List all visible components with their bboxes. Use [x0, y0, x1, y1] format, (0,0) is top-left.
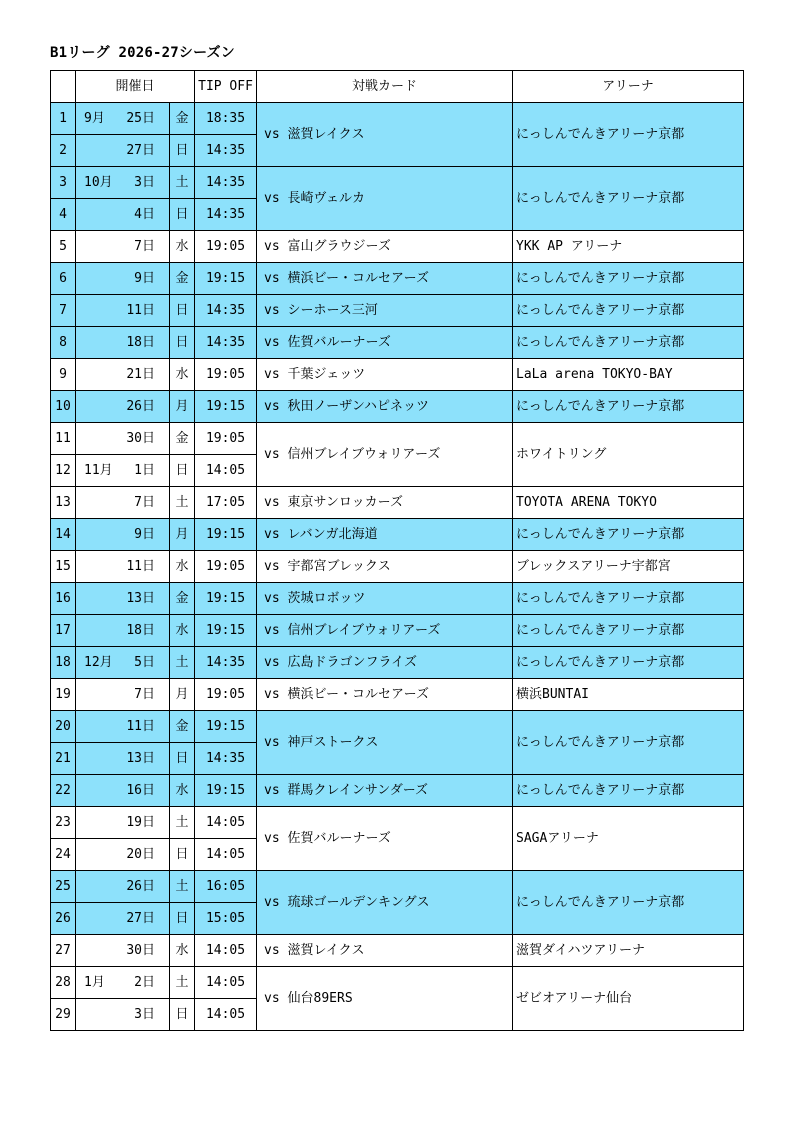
tipoff-time-cell: 19:15	[195, 519, 257, 551]
weekday-cell: 日	[170, 295, 195, 327]
day-cell: 7日	[116, 679, 170, 711]
game-number-cell: 4	[51, 199, 76, 231]
header-no	[51, 71, 76, 103]
tipoff-time-cell: 14:05	[195, 455, 257, 487]
weekday-cell: 日	[170, 903, 195, 935]
weekday-cell: 金	[170, 263, 195, 295]
table-row	[51, 423, 744, 455]
arena-cell: ブレックスアリーナ宇都宮	[513, 551, 744, 583]
day-cell: 3日	[116, 167, 170, 199]
month-cell	[76, 935, 116, 967]
opponent-cell: vs 富山グラウジーズ	[257, 231, 513, 263]
arena-cell: にっしんでんきアリーナ京都	[513, 167, 744, 231]
tipoff-time-cell: 19:15	[195, 775, 257, 807]
weekday-cell: 土	[170, 967, 195, 999]
day-cell: 2日	[116, 967, 170, 999]
game-number-cell: 15	[51, 551, 76, 583]
opponent-cell: vs シーホース三河	[257, 295, 513, 327]
weekday-cell: 日	[170, 455, 195, 487]
arena-cell: 横浜BUNTAI	[513, 679, 744, 711]
weekday-cell: 土	[170, 871, 195, 903]
game-number-cell: 24	[51, 839, 76, 871]
game-number-cell: 7	[51, 295, 76, 327]
weekday-cell: 水	[170, 615, 195, 647]
opponent-cell: vs 横浜ビー・コルセアーズ	[257, 263, 513, 295]
weekday-cell: 土	[170, 167, 195, 199]
game-number-cell: 29	[51, 999, 76, 1031]
table-row	[51, 519, 744, 551]
month-cell	[76, 263, 116, 295]
arena-cell: YKK AP アリーナ	[513, 231, 744, 263]
opponent-cell: vs 神戸ストークス	[257, 711, 513, 775]
day-cell: 30日	[116, 935, 170, 967]
tipoff-time-cell: 14:05	[195, 807, 257, 839]
arena-cell: にっしんでんきアリーナ京都	[513, 327, 744, 359]
day-cell: 20日	[116, 839, 170, 871]
weekday-cell: 水	[170, 231, 195, 263]
month-cell	[76, 199, 116, 231]
game-number-cell: 6	[51, 263, 76, 295]
opponent-cell: vs 群馬クレインサンダーズ	[257, 775, 513, 807]
day-cell: 27日	[116, 903, 170, 935]
month-cell	[76, 551, 116, 583]
weekday-cell: 金	[170, 583, 195, 615]
month-cell	[76, 615, 116, 647]
game-number-cell: 11	[51, 423, 76, 455]
month-cell	[76, 583, 116, 615]
table-row	[51, 679, 744, 711]
day-cell: 26日	[116, 391, 170, 423]
day-cell: 7日	[116, 231, 170, 263]
game-number-cell: 8	[51, 327, 76, 359]
header-date: 開催日	[76, 71, 195, 103]
day-cell: 13日	[116, 583, 170, 615]
weekday-cell: 月	[170, 679, 195, 711]
tipoff-time-cell: 19:15	[195, 391, 257, 423]
weekday-cell: 月	[170, 519, 195, 551]
game-number-cell: 26	[51, 903, 76, 935]
day-cell: 11日	[116, 551, 170, 583]
month-cell	[76, 487, 116, 519]
weekday-cell: 日	[170, 999, 195, 1031]
opponent-cell: vs 滋賀レイクス	[257, 935, 513, 967]
table-row	[51, 231, 744, 263]
month-cell	[76, 903, 116, 935]
month-cell	[76, 423, 116, 455]
month-cell	[76, 711, 116, 743]
tipoff-time-cell: 19:05	[195, 551, 257, 583]
day-cell: 13日	[116, 743, 170, 775]
day-cell: 7日	[116, 487, 170, 519]
arena-cell: にっしんでんきアリーナ京都	[513, 615, 744, 647]
weekday-cell: 水	[170, 551, 195, 583]
game-number-cell: 20	[51, 711, 76, 743]
opponent-cell: vs 佐賀バルーナーズ	[257, 327, 513, 359]
opponent-cell: vs 琉球ゴールデンキングス	[257, 871, 513, 935]
tipoff-time-cell: 18:35	[195, 103, 257, 135]
month-cell	[76, 743, 116, 775]
table-row	[51, 967, 744, 999]
arena-cell: にっしんでんきアリーナ京都	[513, 391, 744, 423]
game-number-cell: 14	[51, 519, 76, 551]
game-number-cell: 21	[51, 743, 76, 775]
tipoff-time-cell: 15:05	[195, 903, 257, 935]
month-cell: 9月	[76, 103, 116, 135]
game-number-cell: 18	[51, 647, 76, 679]
arena-cell: にっしんでんきアリーナ京都	[513, 647, 744, 679]
tipoff-time-cell: 17:05	[195, 487, 257, 519]
opponent-cell: vs 横浜ビー・コルセアーズ	[257, 679, 513, 711]
table-row	[51, 263, 744, 295]
month-cell	[76, 391, 116, 423]
game-number-cell: 9	[51, 359, 76, 391]
tipoff-time-cell: 14:35	[195, 135, 257, 167]
game-number-cell: 23	[51, 807, 76, 839]
tipoff-time-cell: 19:15	[195, 583, 257, 615]
month-cell	[76, 519, 116, 551]
arena-cell: にっしんでんきアリーナ京都	[513, 583, 744, 615]
table-row	[51, 615, 744, 647]
month-cell	[76, 999, 116, 1031]
table-row	[51, 103, 744, 135]
table-row	[51, 551, 744, 583]
table-row	[51, 935, 744, 967]
day-cell: 9日	[116, 519, 170, 551]
tipoff-time-cell: 16:05	[195, 871, 257, 903]
weekday-cell: 日	[170, 135, 195, 167]
day-cell: 4日	[116, 199, 170, 231]
opponent-cell: vs 東京サンロッカーズ	[257, 487, 513, 519]
table-row	[51, 327, 744, 359]
schedule-body	[51, 103, 744, 1031]
opponent-cell: vs 信州ブレイブウォリアーズ	[257, 423, 513, 487]
arena-cell: にっしんでんきアリーナ京都	[513, 295, 744, 327]
day-cell: 11日	[116, 295, 170, 327]
weekday-cell: 金	[170, 103, 195, 135]
tipoff-time-cell: 19:15	[195, 263, 257, 295]
month-cell	[76, 231, 116, 263]
arena-cell: にっしんでんきアリーナ京都	[513, 711, 744, 775]
day-cell: 27日	[116, 135, 170, 167]
opponent-cell: vs 茨城ロボッツ	[257, 583, 513, 615]
opponent-cell: vs 仙台89ERS	[257, 967, 513, 1031]
tipoff-time-cell: 19:05	[195, 679, 257, 711]
month-cell: 12月	[76, 647, 116, 679]
day-cell: 19日	[116, 807, 170, 839]
day-cell: 1日	[116, 455, 170, 487]
arena-cell: 滋賀ダイハツアリーナ	[513, 935, 744, 967]
table-row	[51, 359, 744, 391]
arena-cell: TOYOTA ARENA TOKYO	[513, 487, 744, 519]
arena-cell: にっしんでんきアリーナ京都	[513, 871, 744, 935]
game-number-cell: 3	[51, 167, 76, 199]
day-cell: 18日	[116, 327, 170, 359]
month-cell	[76, 839, 116, 871]
page-title: B1リーグ 2026-27シーズン	[50, 45, 235, 61]
weekday-cell: 日	[170, 839, 195, 871]
header-matchup: 対戦カード	[257, 71, 513, 103]
table-row	[51, 295, 744, 327]
day-cell: 5日	[116, 647, 170, 679]
table-row	[51, 647, 744, 679]
header-row	[51, 71, 744, 103]
game-number-cell: 1	[51, 103, 76, 135]
tipoff-time-cell: 19:05	[195, 231, 257, 263]
arena-cell: にっしんでんきアリーナ京都	[513, 263, 744, 295]
weekday-cell: 水	[170, 935, 195, 967]
game-number-cell: 25	[51, 871, 76, 903]
month-cell: 1月	[76, 967, 116, 999]
game-number-cell: 19	[51, 679, 76, 711]
day-cell: 9日	[116, 263, 170, 295]
opponent-cell: vs 滋賀レイクス	[257, 103, 513, 167]
tipoff-time-cell: 19:15	[195, 615, 257, 647]
month-cell	[76, 679, 116, 711]
weekday-cell: 土	[170, 647, 195, 679]
header-tipoff: TIP OFF	[195, 71, 257, 103]
opponent-cell: vs 広島ドラゴンフライズ	[257, 647, 513, 679]
game-number-cell: 22	[51, 775, 76, 807]
arena-cell: ホワイトリング	[513, 423, 744, 487]
day-cell: 3日	[116, 999, 170, 1031]
tipoff-time-cell: 14:05	[195, 935, 257, 967]
header-arena: アリーナ	[513, 71, 744, 103]
month-cell	[76, 359, 116, 391]
tipoff-time-cell: 14:35	[195, 327, 257, 359]
game-number-cell: 13	[51, 487, 76, 519]
tipoff-time-cell: 14:35	[195, 743, 257, 775]
month-cell	[76, 775, 116, 807]
weekday-cell: 日	[170, 199, 195, 231]
opponent-cell: vs 佐賀バルーナーズ	[257, 807, 513, 871]
day-cell: 11日	[116, 711, 170, 743]
tipoff-time-cell: 19:05	[195, 423, 257, 455]
arena-cell: にっしんでんきアリーナ京都	[513, 519, 744, 551]
day-cell: 16日	[116, 775, 170, 807]
tipoff-time-cell: 14:35	[195, 199, 257, 231]
table-row	[51, 487, 744, 519]
month-cell	[76, 295, 116, 327]
table-row	[51, 775, 744, 807]
opponent-cell: vs 宇都宮ブレックス	[257, 551, 513, 583]
opponent-cell: vs 秋田ノーザンハピネッツ	[257, 391, 513, 423]
tipoff-time-cell: 14:05	[195, 967, 257, 999]
game-number-cell: 2	[51, 135, 76, 167]
table-row	[51, 711, 744, 743]
day-cell: 25日	[116, 103, 170, 135]
weekday-cell: 水	[170, 359, 195, 391]
weekday-cell: 月	[170, 391, 195, 423]
game-number-cell: 10	[51, 391, 76, 423]
game-number-cell: 27	[51, 935, 76, 967]
table-row	[51, 391, 744, 423]
opponent-cell: vs レバンガ北海道	[257, 519, 513, 551]
opponent-cell: vs 千葉ジェッツ	[257, 359, 513, 391]
arena-cell: にっしんでんきアリーナ京都	[513, 775, 744, 807]
day-cell: 26日	[116, 871, 170, 903]
table-row	[51, 167, 744, 199]
tipoff-time-cell: 14:05	[195, 839, 257, 871]
month-cell	[76, 327, 116, 359]
arena-cell: ゼビオアリーナ仙台	[513, 967, 744, 1031]
weekday-cell: 金	[170, 423, 195, 455]
month-cell	[76, 871, 116, 903]
tipoff-time-cell: 14:35	[195, 167, 257, 199]
day-cell: 21日	[116, 359, 170, 391]
game-number-cell: 5	[51, 231, 76, 263]
month-cell	[76, 807, 116, 839]
game-number-cell: 12	[51, 455, 76, 487]
arena-cell: にっしんでんきアリーナ京都	[513, 103, 744, 167]
weekday-cell: 土	[170, 487, 195, 519]
opponent-cell: vs 信州ブレイブウォリアーズ	[257, 615, 513, 647]
weekday-cell: 土	[170, 807, 195, 839]
day-cell: 18日	[116, 615, 170, 647]
tipoff-time-cell: 14:35	[195, 295, 257, 327]
table-row	[51, 807, 744, 839]
weekday-cell: 日	[170, 743, 195, 775]
weekday-cell: 金	[170, 711, 195, 743]
tipoff-time-cell: 19:15	[195, 711, 257, 743]
tipoff-time-cell: 14:35	[195, 647, 257, 679]
arena-cell: LaLa arena TOKYO-BAY	[513, 359, 744, 391]
weekday-cell: 水	[170, 775, 195, 807]
game-number-cell: 16	[51, 583, 76, 615]
table-row	[51, 871, 744, 903]
month-cell: 10月	[76, 167, 116, 199]
table-row	[51, 583, 744, 615]
month-cell	[76, 135, 116, 167]
schedule-table	[50, 70, 744, 1031]
tipoff-time-cell: 19:05	[195, 359, 257, 391]
day-cell: 30日	[116, 423, 170, 455]
tipoff-time-cell: 14:05	[195, 999, 257, 1031]
arena-cell: SAGAアリーナ	[513, 807, 744, 871]
month-cell: 11月	[76, 455, 116, 487]
game-number-cell: 28	[51, 967, 76, 999]
weekday-cell: 日	[170, 327, 195, 359]
opponent-cell: vs 長崎ヴェルカ	[257, 167, 513, 231]
game-number-cell: 17	[51, 615, 76, 647]
